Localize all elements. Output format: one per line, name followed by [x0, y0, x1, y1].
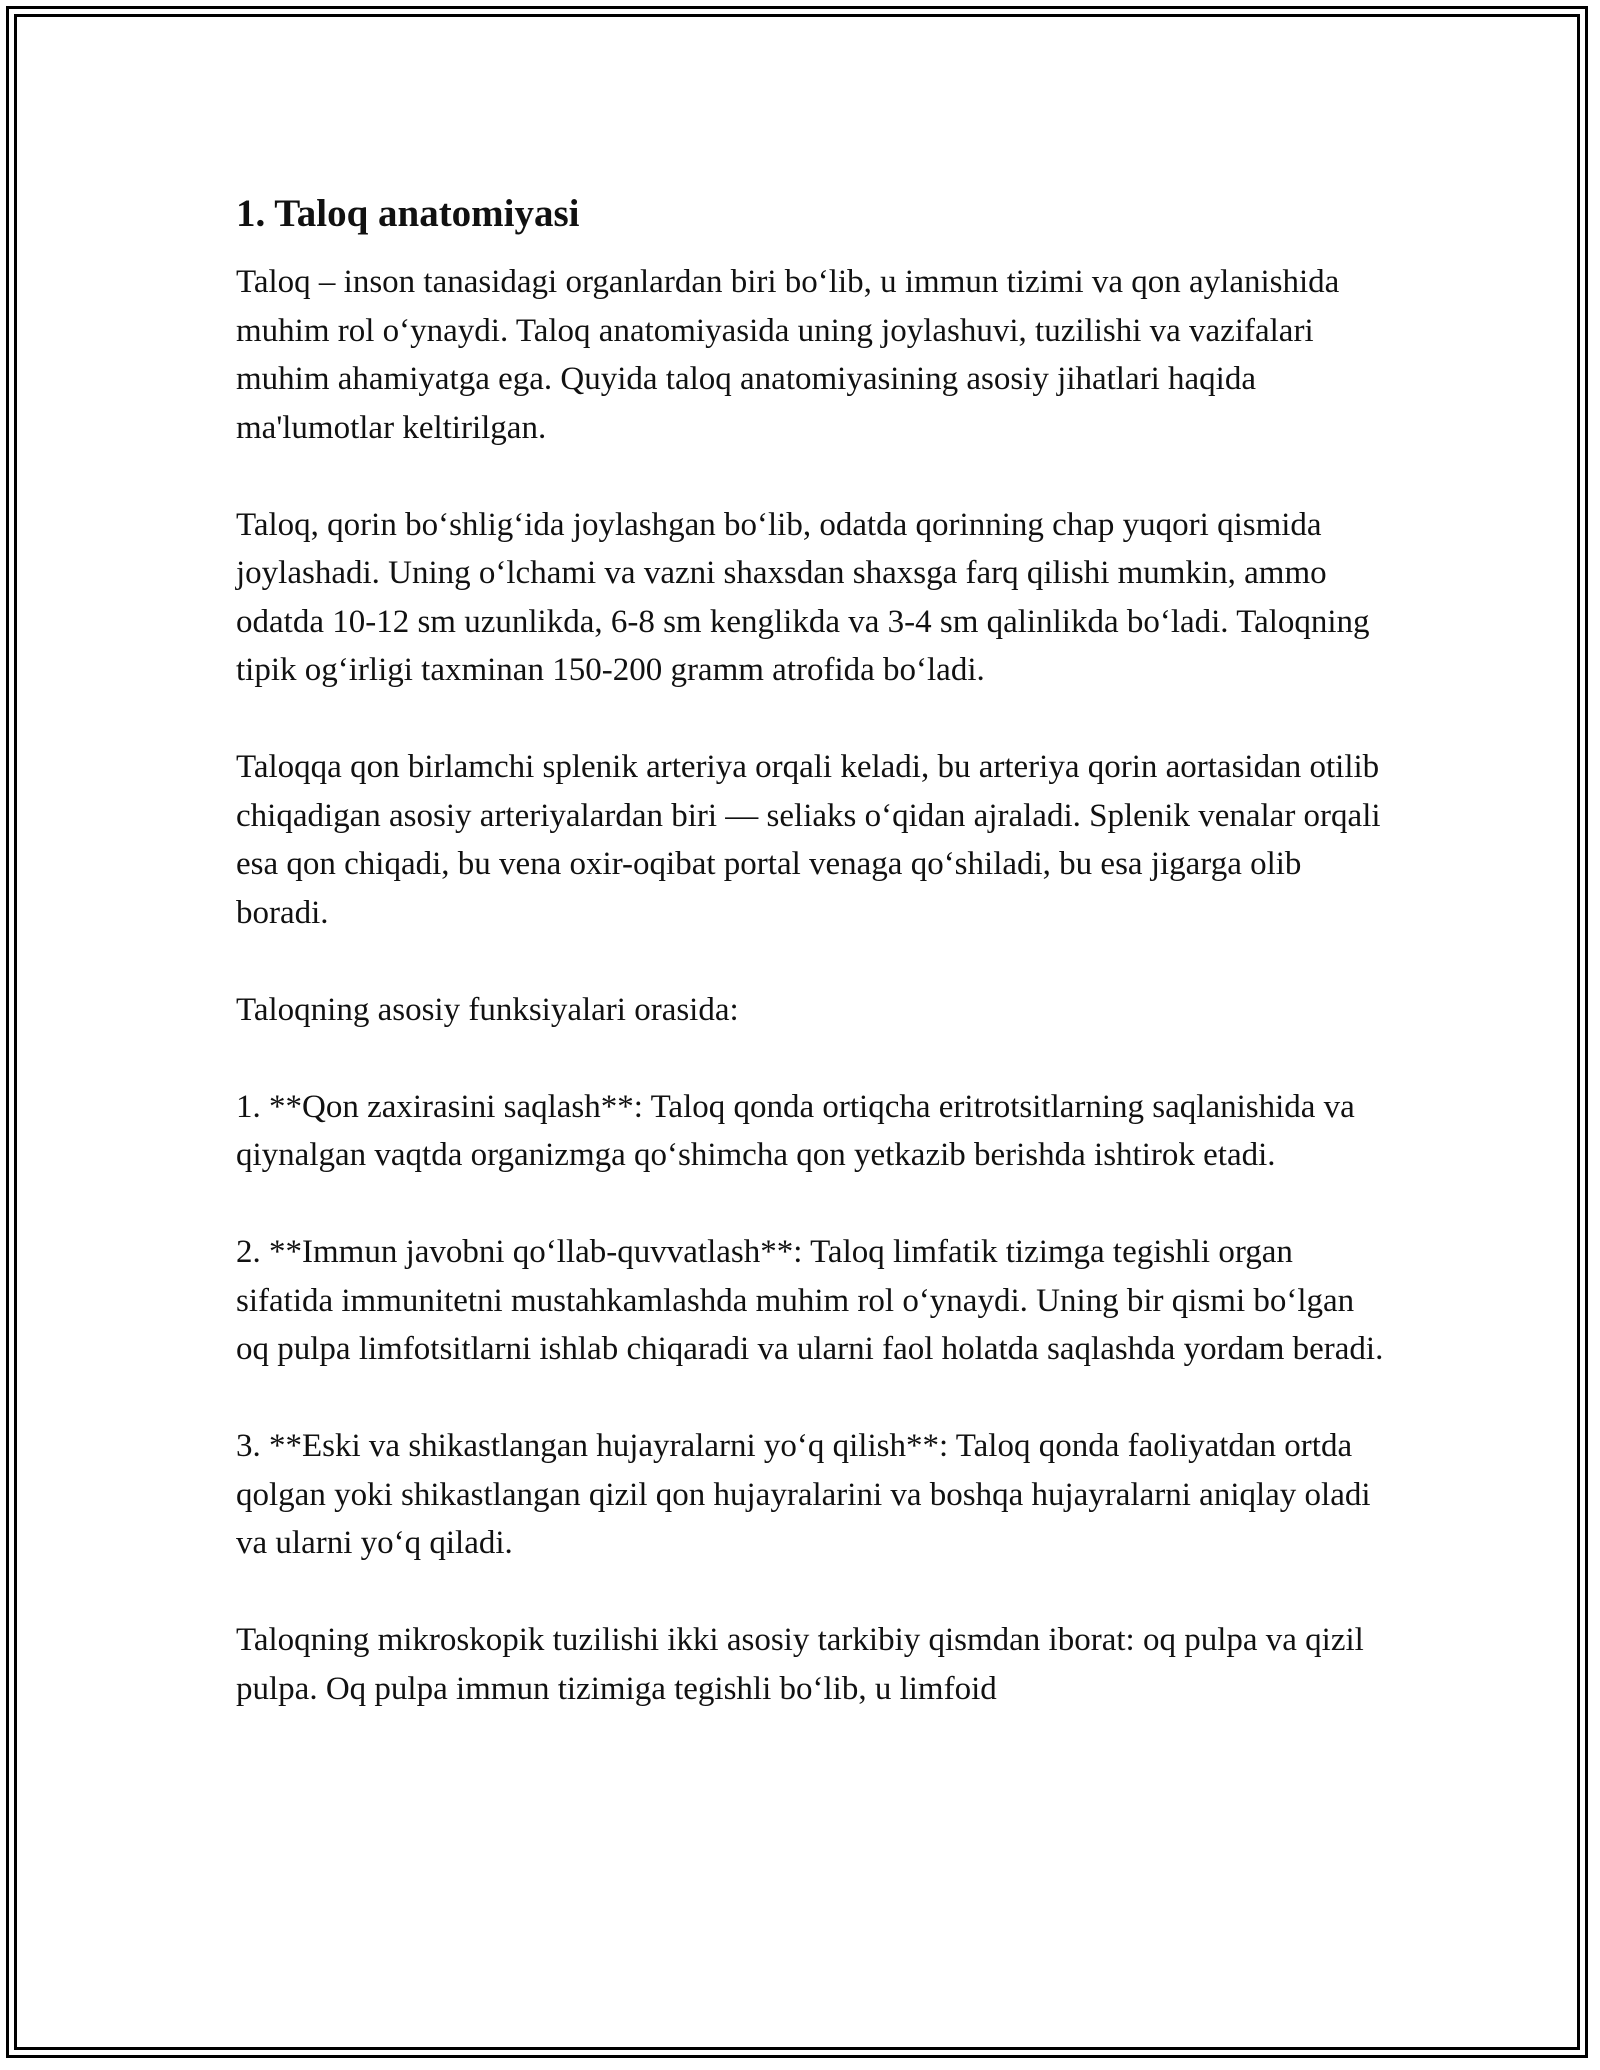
list-item-immune-support: 2. **Immun javobni qo‘llab-quvvatlash**: Taloq limfatik tizimga tegishli organ sifatida immunitetni mustahkamlashda muhim rol o‘ynaydi. Uning bir qismi bo‘lgan oq pulpa limfotsitlarni ishlab chiqaradi va ularni faol holatda saqlashda yordam beradi. — [236, 1234, 1384, 1367]
list-item-cell-removal: 3. **Eski va shikastlangan hujayralarni yo‘q qilish**: Taloq qonda faoliyatdan ortda qolgan yoki shikastlangan qizil qon hujayralarini va boshqa hujayralarni aniqlay oladi va ularni yo‘q qiladi. — [236, 1428, 1371, 1561]
list-item-blood-reserve: 1. **Qon zaxirasini saqlash**: Taloq qonda ortiqcha eritrotsitlarning saqlanishida va qiynalgan vaqtda organizmga qo‘shimcha qon yetkazib berishda ishtirok etadi. — [236, 1088, 1355, 1173]
section-heading: 1. Taloq anatomiyasi — [236, 192, 580, 235]
paragraph-location: Taloq, qorin bo‘shlig‘ida joylashgan bo‘lib, odatda qorinning chap yuqori qismida joylashadi. Uning o‘lchami va vazni shaxsdan shaxsga farq qilishi mumkin, ammo odatda 10-12 sm uzunlikda, 6-8 sm kenglikda va 3-4 sm qalinlikda bo‘ladi. Taloqning tipik og‘irligi taxminan 150-200 gramm atrofida bo‘ladi. — [236, 506, 1370, 688]
paragraph-functions-intro: Taloqning asosiy funksiyalari orasida: — [236, 991, 739, 1028]
document-body — [236, 182, 1386, 1713]
paragraph-blood-supply: Taloqqa qon birlamchi splenik arteriya orqali keladi, bu arteriya qorin aortasidan otilib chiqadigan asosiy arteriyalardan biri — seliaks o‘qidan ajraladi. Splenik venalar orqali esa qon chiqadi, bu vena oxir-oqibat portal venaga qo‘shiladi, bu esa jigarga olib boradi. — [236, 749, 1381, 931]
paragraph-microscopic-structure: Taloqning mikroskopik tuzilishi ikki asosiy tarkibiy qismdan iborat: oq pulpa va qizil pulpa. Oq pulpa immun tizimiga tegishli bo‘lib, u limfoid — [236, 1622, 1364, 1707]
paragraph-intro: Taloq – inson tanasidagi organlardan biri bo‘lib, u immun tizimi va qon aylanishida muhim rol o‘ynaydi. Taloq anatomiyasida uning joylashuvi, tuzilishi va vazifalari muhim ahamiyatga ega. Quyida taloq anatomiyasining asosiy jihatlari haqida ma'lumotlar keltirilgan. — [236, 264, 1340, 446]
